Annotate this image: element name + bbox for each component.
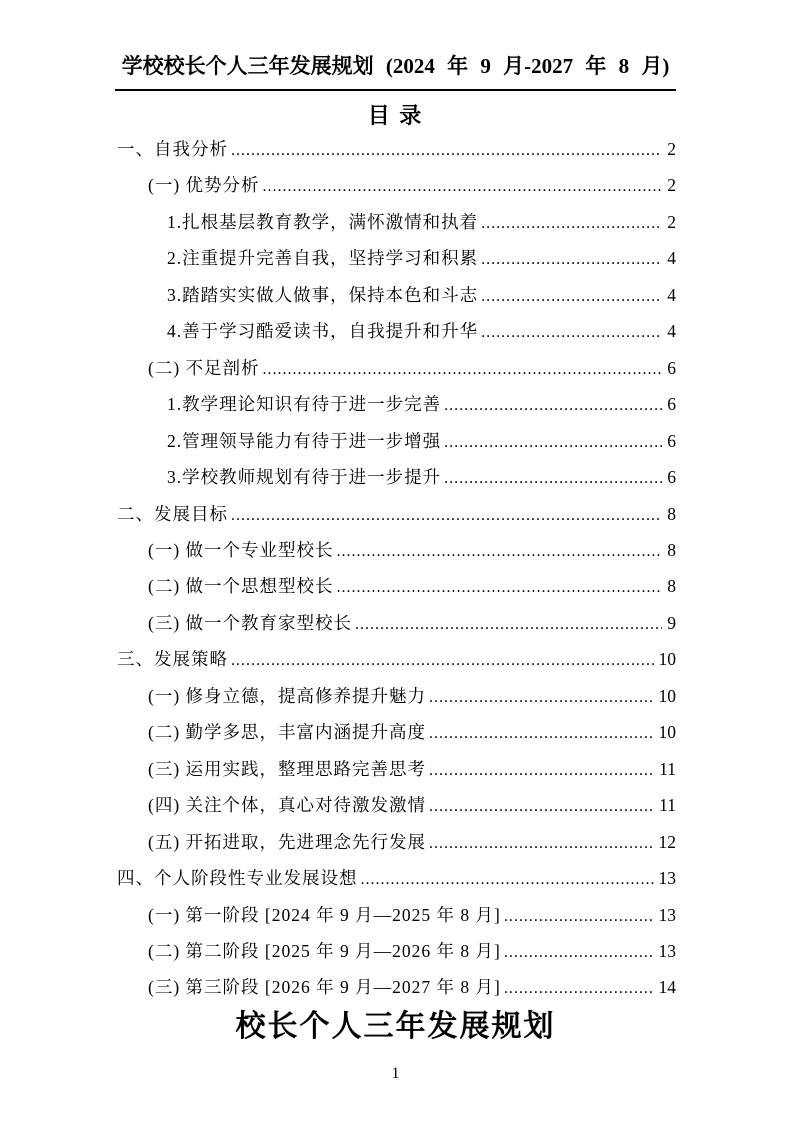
toc-heading: 目 录 [367,103,424,128]
toc-leader-dots [429,716,653,751]
toc-entry [115,533,676,569]
toc-entry [115,679,676,715]
toc-entry-label: 二、发展目标 [117,503,228,524]
toc-leader-dots [429,680,653,715]
toc-entry-label: (一) 第一阶段 [2024 年 9 月—2025 年 8 月] [148,904,501,925]
toc-entry-page: 13 [658,940,676,961]
toc-leader-dots [481,279,662,314]
toc-leader-dots [231,498,662,533]
toc-entry-label: (二) 做一个思想型校长 [148,576,334,597]
toc-entry-page: 2 [667,211,676,232]
document-header-title: 学校校长个人三年发展规划 (2024 年 9 月-2027 年 8 月) [115,52,676,91]
toc-entry-label: (四) 关注个体，真心对待激发激情 [148,795,427,816]
toc-entry-page: 11 [659,758,676,779]
toc-entry-label: (二) 勤学多思，丰富内涵提升高度 [148,722,427,743]
toc-entry [115,351,676,387]
toc-leader-dots [361,862,654,897]
toc-entry-page: 8 [667,576,676,597]
toc-leader-dots [263,169,663,204]
toc-entry-label: 3.学校教师规划有待于进一步提升 [167,467,442,488]
toc-entry-label: 3.踏踏实实做人做事，保持本色和斗志 [167,284,479,305]
toc-leader-dots [481,315,662,350]
toc-leader-dots [429,753,654,788]
toc-entry-page: 12 [658,831,676,852]
toc-leader-dots [337,534,663,569]
toc-leader-dots [231,643,654,678]
toc-entry-label: 1.教学理论知识有待于进一步完善 [167,394,442,415]
toc-entry-page: 4 [667,284,676,305]
toc-entry-label: 1.扎根基层教育教学，满怀激情和执着 [167,211,479,232]
page-number: 1 [391,1064,400,1082]
table-of-contents [115,132,676,1007]
toc-entry-label: 四、个人阶段性专业发展设想 [117,868,358,889]
toc-leader-dots [481,242,662,277]
toc-entry-page: 10 [658,722,676,743]
toc-entry-page: 8 [667,503,676,524]
toc-entry-page: 6 [667,357,676,378]
toc-entry [115,715,676,751]
toc-entry [115,205,676,241]
toc-leader-dots [444,388,662,423]
toc-entry-label: 4.善于学习酷爱读书，自我提升和升华 [167,321,479,342]
toc-entry-page: 4 [667,321,676,342]
toc-entry-page: 10 [658,649,676,670]
section-title: 校长个人三年发展规划 [235,1009,556,1043]
toc-entry-page: 2 [667,139,676,159]
toc-leader-dots [429,789,654,824]
toc-entry [115,934,676,970]
toc-entry-label: (一) 做一个专业型校长 [148,539,334,560]
toc-entry [115,314,676,350]
toc-entry-label: (一) 优势分析 [148,175,260,196]
toc-entry-label: 三、发展策略 [117,649,228,670]
toc-leader-dots [231,133,662,168]
toc-entry [115,132,676,168]
toc-leader-dots [337,570,663,605]
toc-entry-label: (二) 不足剖析 [148,357,260,378]
toc-entry-label: (三) 第三阶段 [2026 年 9 月—2027 年 8 月] [148,977,501,998]
toc-entry-page: 6 [667,394,676,415]
toc-entry [115,825,676,861]
toc-entry [115,642,676,678]
toc-entry [115,861,676,897]
toc-entry-page: 8 [667,539,676,560]
toc-entry-page: 6 [667,430,676,451]
toc-entry [115,387,676,423]
toc-entry [115,460,676,496]
toc-entry [115,497,676,533]
toc-entry-label: 一、自我分析 [117,139,228,159]
toc-entry-label: 2.注重提升完善自我，坚持学习和积累 [167,248,479,269]
toc-entry [115,278,676,314]
toc-entry [115,606,676,642]
toc-entry [115,788,676,824]
toc-leader-dots [444,425,662,460]
toc-entry-label: (二) 第二阶段 [2025 年 9 月—2026 年 8 月] [148,940,501,961]
toc-leader-dots [504,899,654,934]
toc-entry-page: 2 [667,175,676,196]
toc-leader-dots [504,971,654,1006]
toc-entry [115,898,676,934]
toc-entry-label: (三) 做一个教育家型校长 [148,612,353,633]
toc-entry-page: 10 [658,685,676,706]
toc-entry-page: 6 [667,467,676,488]
toc-entry-page: 13 [658,904,676,925]
toc-entry-page: 13 [658,868,676,889]
toc-entry-label: 2.管理领导能力有待于进一步增强 [167,430,442,451]
toc-entry [115,569,676,605]
toc-leader-dots [263,352,663,387]
toc-entry-page: 11 [659,795,676,816]
toc-entry [115,168,676,204]
toc-leader-dots [481,206,662,241]
toc-leader-dots [355,607,662,642]
toc-entry-page: 14 [658,977,676,998]
toc-entry [115,241,676,277]
toc-entry-label: (一) 修身立德，提高修养提升魅力 [148,685,427,706]
toc-entry [115,752,676,788]
toc-entry [115,970,676,1006]
toc-entry-page: 9 [667,612,676,633]
toc-entry-page: 4 [667,248,676,269]
toc-entry-label: (五) 开拓进取，先进理念先行发展 [148,831,427,852]
toc-entry [115,424,676,460]
toc-entry-label: (三) 运用实践，整理思路完善思考 [148,758,427,779]
toc-leader-dots [504,935,654,970]
toc-leader-dots [429,826,653,861]
toc-leader-dots [444,461,662,496]
